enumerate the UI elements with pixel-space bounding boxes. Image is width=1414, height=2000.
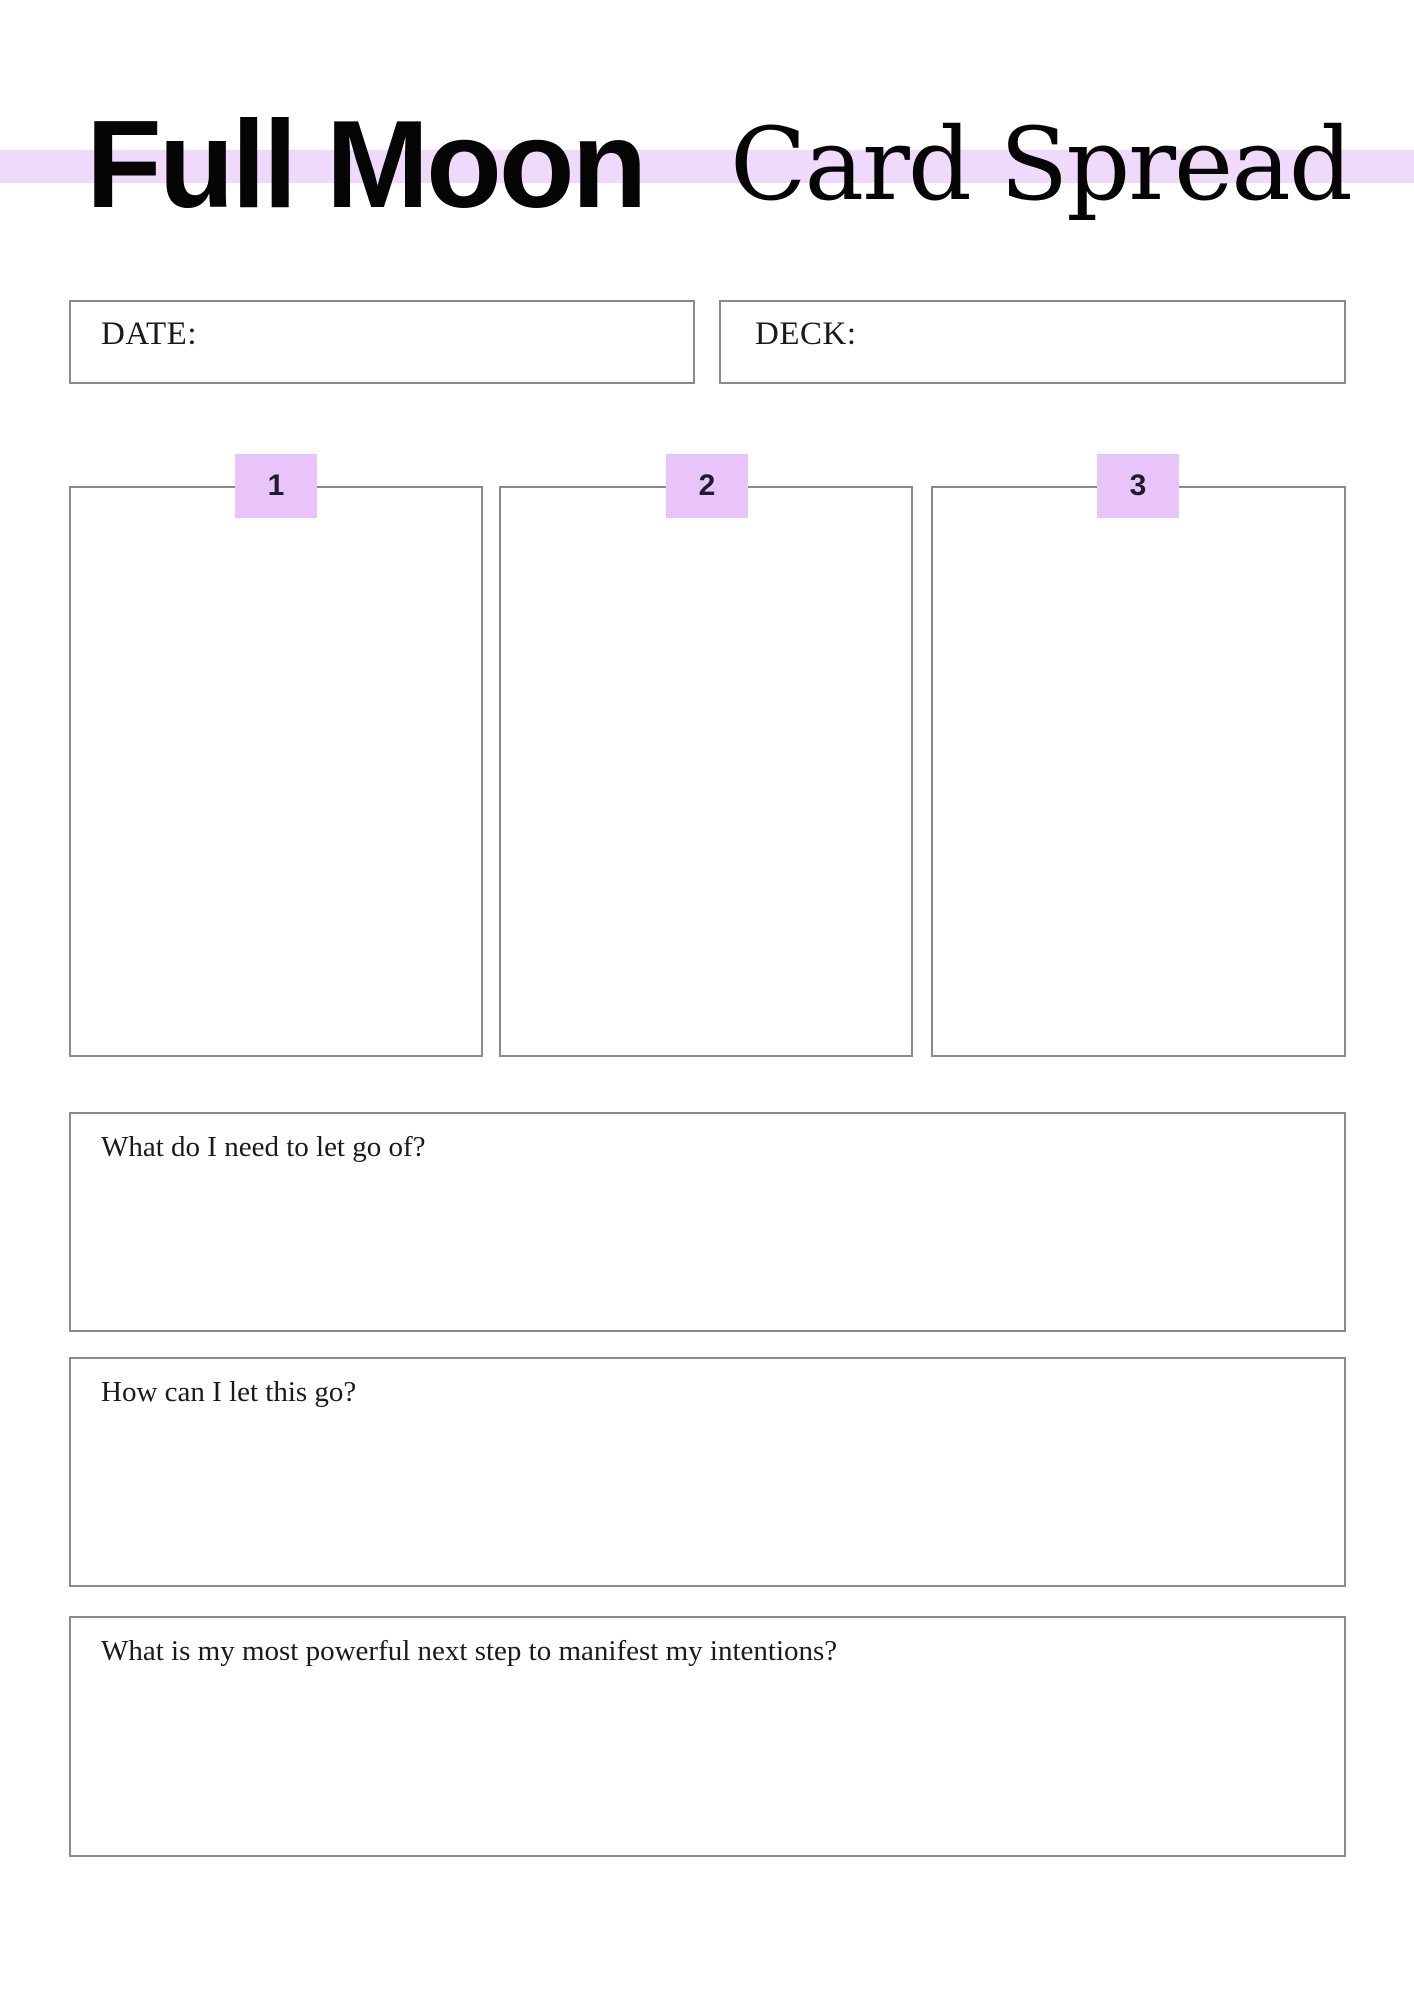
card-slot-1[interactable]	[69, 486, 483, 1057]
prompt-box-let-go[interactable]	[69, 1112, 1346, 1332]
card-number-badge-1: 1	[235, 454, 317, 518]
title-light: Card Spread	[730, 106, 1351, 223]
date-field[interactable]	[69, 300, 695, 384]
date-label: DATE:	[101, 316, 197, 352]
card-slot-3[interactable]	[931, 486, 1346, 1057]
prompt-text-how: How can I let this go?	[101, 1376, 357, 1408]
deck-label: DECK:	[755, 316, 857, 352]
prompt-text-next-step: What is my most powerful next step to manifest my intentions?	[101, 1635, 838, 1667]
deck-field[interactable]	[719, 300, 1346, 384]
card-slot-2[interactable]	[499, 486, 913, 1057]
card-number-badge-2: 2	[666, 454, 748, 518]
card-number-badge-3: 3	[1097, 454, 1179, 518]
prompt-box-next-step[interactable]	[69, 1616, 1346, 1857]
title-bold: Full Moon	[86, 96, 645, 234]
prompt-box-how[interactable]	[69, 1357, 1346, 1587]
prompt-text-let-go: What do I need to let go of?	[101, 1131, 426, 1163]
